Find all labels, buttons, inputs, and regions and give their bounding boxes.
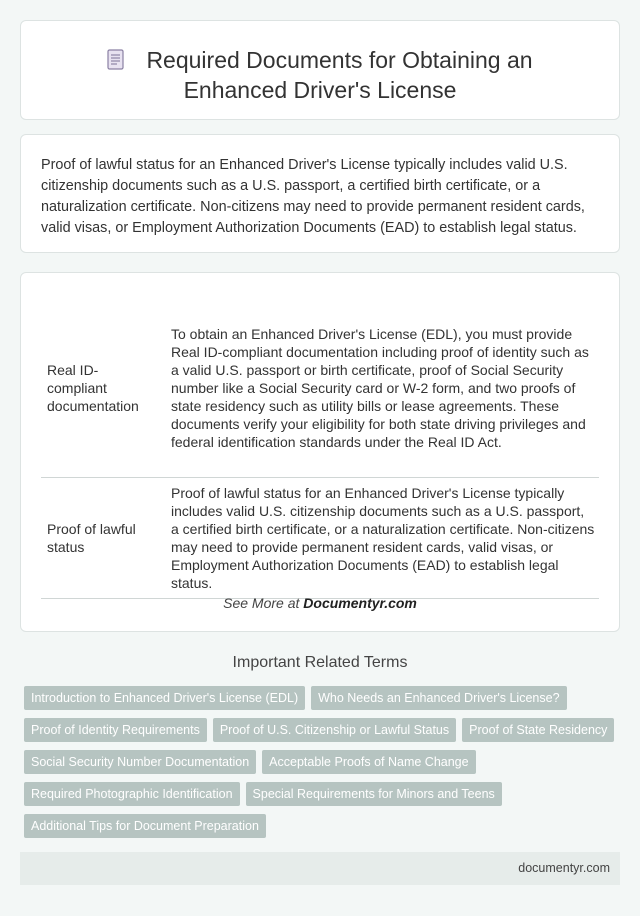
related-term-tag[interactable]: Proof of U.S. Citizenship or Lawful Status — [213, 718, 456, 742]
related-term-tag[interactable]: Special Requirements for Minors and Teens — [246, 782, 502, 806]
document-icon — [107, 49, 124, 70]
see-more-prefix: See More at — [223, 595, 304, 611]
related-term-tag[interactable]: Acceptable Proofs of Name Change — [262, 750, 475, 774]
table-row — [41, 300, 599, 477]
related-terms-heading: Important Related Terms — [232, 654, 408, 671]
documents-table — [41, 300, 599, 599]
related-term-tag[interactable]: Social Security Number Documentation — [24, 750, 256, 774]
related-term-tag[interactable]: Additional Tips for Document Preparation — [24, 814, 266, 838]
related-term-tag[interactable]: Who Needs an Enhanced Driver's License? — [311, 686, 566, 710]
related-terms-list — [24, 686, 618, 846]
related-term-tag[interactable]: Introduction to Enhanced Driver's License (EDL) — [24, 686, 305, 710]
table-row — [41, 477, 599, 598]
description-cell: Proof of lawful status for an Enhanced Driver's License typically includes valid U.S. citizenship documents such as a U.S. passport, a certified birth certificate, or a naturalization certificate. Non-citizens may need to provide permanent resident cards, valid visas, or Employment Authorization Documents (EAD) to establish legal status. — [165, 477, 599, 598]
title-line-1: Required Documents for Obtaining an — [146, 47, 533, 73]
term-cell: Proof of lawful status — [41, 477, 165, 598]
title-card — [20, 20, 620, 120]
intro-paragraph: Proof of lawful status for an Enhanced Driver's License typically includes valid U.S. citizenship documents such as a U.S. passport, a certified birth certificate, or a naturalization certificate. Non-citizens may need to provide permanent resident cards, valid visas, or Employment Authorization Documents (EAD) to establish legal status. — [41, 157, 585, 236]
documents-table-card — [20, 272, 620, 632]
related-term-tag[interactable]: Required Photographic Identification — [24, 782, 240, 806]
see-more-link[interactable] — [21, 595, 619, 611]
description-cell: To obtain an Enhanced Driver's License (EDL), you must provide Real ID-compliant documentation including proof of identity such as a valid U.S. passport or birth certificate, proof of Social Security number like a Social Security card or W-2 form, and two proofs of state residency such as utility bills or lease agreements. These documents verify your eligibility for both state driving privileges and federal identification standards under the Real ID Act. — [165, 300, 599, 477]
footer — [20, 852, 620, 885]
related-term-tag[interactable]: Proof of Identity Requirements — [24, 718, 207, 742]
page-title — [21, 45, 619, 105]
footer-site-link[interactable]: documentyr.com — [518, 861, 610, 875]
see-more-site: Documentyr.com — [303, 595, 417, 611]
term-cell: Real ID-compliant documentation — [41, 300, 165, 477]
related-term-tag[interactable]: Proof of State Residency — [462, 718, 614, 742]
title-line-2: Enhanced Driver's License — [183, 77, 457, 103]
intro-card — [20, 134, 620, 253]
